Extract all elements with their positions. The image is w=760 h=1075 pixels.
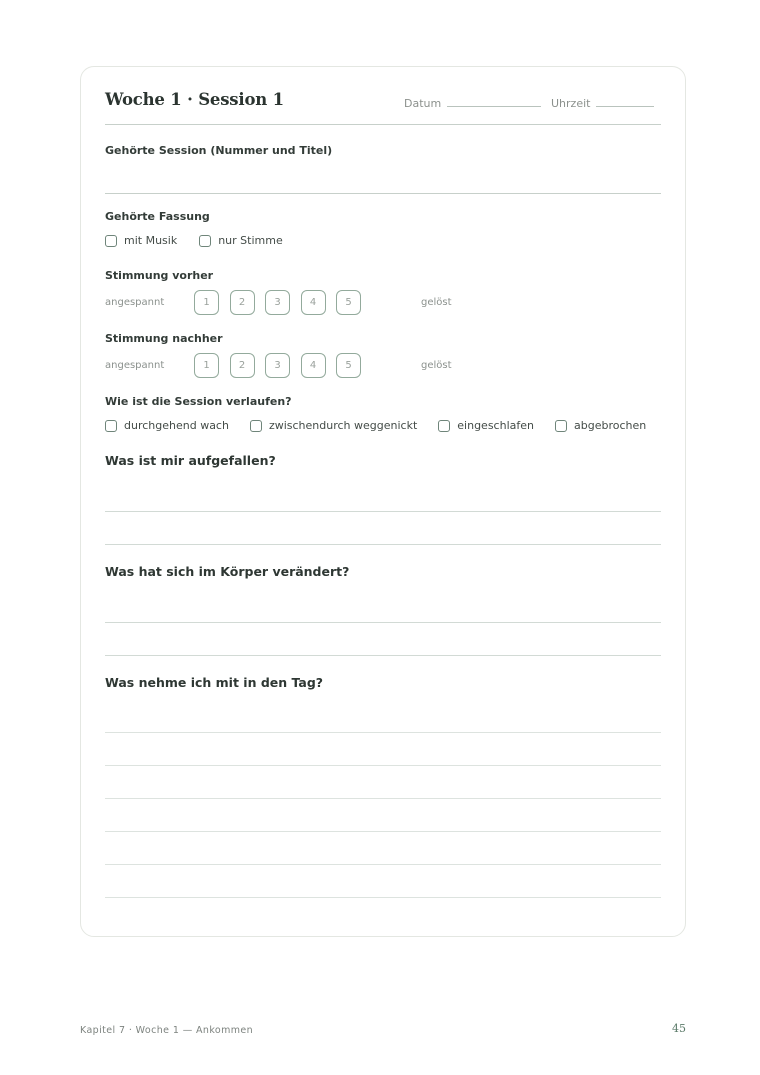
scale-option-1[interactable]: 1 (194, 353, 219, 378)
option-label: zwischendurch weggenickt (268, 419, 418, 432)
chapter-footer: Kapitel 7 · Woche 1 — Ankommen (80, 1025, 254, 1036)
option-label: mit Musik (124, 234, 178, 247)
journal-card (80, 66, 686, 937)
time-label: Uhrzeit (551, 97, 591, 110)
writing-line[interactable] (105, 798, 661, 799)
option-label: durchgehend wach (124, 419, 229, 432)
checkbox[interactable] (438, 420, 450, 432)
date-label: Datum (404, 97, 442, 110)
option-mit-musik[interactable] (105, 234, 177, 247)
scale-option-5[interactable]: 5 (336, 290, 361, 315)
writing-line[interactable] (105, 765, 661, 766)
checkbox[interactable] (555, 420, 567, 432)
scale-option-4[interactable]: 4 (301, 290, 326, 315)
option-label: eingeschlafen (457, 419, 534, 432)
scale-option-2[interactable]: 2 (230, 353, 255, 378)
writing-line[interactable] (105, 544, 661, 545)
writing-line[interactable] (105, 864, 661, 865)
mood-before-scale (194, 290, 361, 315)
scale-high-label: gelöst (421, 297, 452, 308)
version-options (105, 234, 283, 247)
scale-option-4[interactable]: 4 (301, 353, 326, 378)
question-1: Was ist mir aufgefallen? (105, 453, 276, 468)
writing-line[interactable] (105, 732, 661, 733)
page-title: Woche 1 · Session 1 (105, 90, 284, 109)
option-label: nur Stimme (218, 234, 283, 247)
writing-line[interactable] (105, 897, 661, 898)
progress-label: Wie ist die Session verlaufen? (105, 395, 292, 408)
scale-option-1[interactable]: 1 (194, 290, 219, 315)
option-eingeschlafen[interactable] (438, 419, 534, 432)
option-durchgehend-wach[interactable] (105, 419, 229, 432)
header-divider (105, 124, 661, 125)
scale-option-3[interactable]: 3 (265, 290, 290, 315)
option-label: abgebrochen (574, 419, 647, 432)
page-number: 45 (672, 1022, 686, 1035)
session-input-line[interactable] (105, 193, 661, 194)
question-2: Was hat sich im Körper verändert? (105, 564, 350, 579)
version-label: Gehörte Fassung (105, 210, 210, 223)
scale-low-label: angespannt (105, 360, 165, 371)
scale-low-label: angespannt (105, 297, 165, 308)
scale-option-5[interactable]: 5 (336, 353, 361, 378)
session-label: Gehörte Session (Nummer und Titel) (105, 144, 333, 157)
writing-line[interactable] (105, 831, 661, 832)
scale-option-2[interactable]: 2 (230, 290, 255, 315)
option-abgebrochen[interactable] (555, 419, 646, 432)
writing-line[interactable] (105, 511, 661, 512)
mood-after-label: Stimmung nachher (105, 332, 223, 345)
writing-line[interactable] (105, 655, 661, 656)
option-weggenickt[interactable] (250, 419, 417, 432)
date-field[interactable] (447, 106, 541, 107)
progress-options (105, 419, 646, 432)
question-3: Was nehme ich mit in den Tag? (105, 675, 324, 690)
mood-before-label: Stimmung vorher (105, 269, 214, 282)
checkbox[interactable] (105, 420, 117, 432)
scale-high-label: gelöst (421, 360, 452, 371)
checkbox[interactable] (250, 420, 262, 432)
writing-line[interactable] (105, 622, 661, 623)
option-nur-stimme[interactable] (199, 234, 283, 247)
scale-option-3[interactable]: 3 (265, 353, 290, 378)
time-field[interactable] (596, 106, 654, 107)
checkbox[interactable] (105, 235, 117, 247)
mood-after-scale (194, 353, 361, 378)
checkbox[interactable] (199, 235, 211, 247)
